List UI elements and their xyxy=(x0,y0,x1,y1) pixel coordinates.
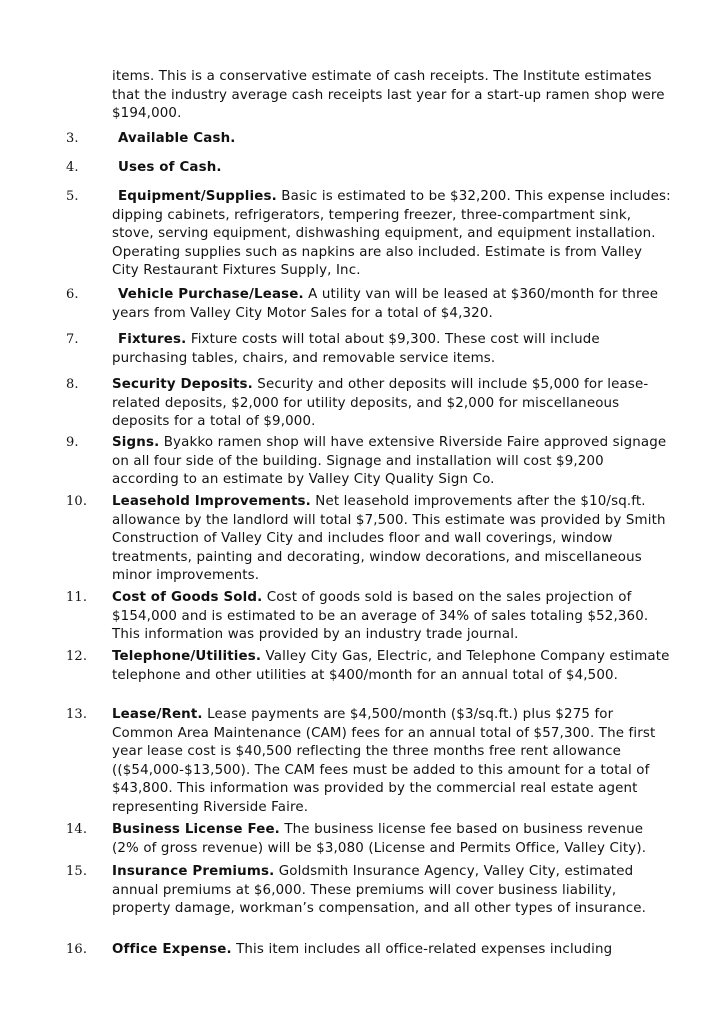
item-heading: Available Cash. xyxy=(118,131,236,146)
item-text: Basic is estimated to be $32,200. This expense includes: dipping cabinets, refrigerators, tempering freezer, three-compartment sink, stove, serving equipment, dishwashing equipment, and equipment installation. Operating supplies such as napkins are also included. Estimate is from Valley City Restaurant Fixtures Supply, Inc. xyxy=(112,189,671,278)
list-item-5 xyxy=(66,188,672,281)
item-text: A utility van will be leased at $360/month for three years from Valley City Motor Sales for a total of $4,320. xyxy=(112,287,659,321)
item-number: 12. xyxy=(66,649,88,664)
item-heading: Business License Fee. xyxy=(112,822,280,837)
item-number: 15. xyxy=(66,864,88,879)
item-heading: Telephone/Utilities. xyxy=(112,649,262,664)
list-item-10 xyxy=(66,493,672,586)
item-heading: Lease/Rent. xyxy=(112,707,203,722)
item-number: 14. xyxy=(66,822,88,837)
item-heading: Vehicle Purchase/Lease. xyxy=(118,287,304,302)
item-heading: Office Expense. xyxy=(112,942,232,957)
item-number: 10. xyxy=(66,494,88,509)
list-item-16 xyxy=(66,941,672,960)
item-number: 9. xyxy=(66,435,79,450)
item-text: The business license fee based on business revenue (2% of gross revenue) will be $3,080 (License and Permits Office, Valley City). xyxy=(112,822,647,856)
list-item-6 xyxy=(66,286,672,323)
item-number: 5. xyxy=(66,189,79,204)
item-text: Lease payments are $4,500/month ($3/sq.ft.) plus $275 for Common Area Maintenance (CAM) fees for an annual total of $57,300. The first year lease cost is $40,500 reflecting the three months free rent allowance (($54,000-$13,500). The CAM fees must be added to this amount for a total of $43,800. This information was provided by the commercial real estate agent representing Riverside Faire. xyxy=(112,707,656,815)
item-number: 3. xyxy=(66,131,79,146)
list-item-15 xyxy=(66,863,672,919)
list-item-12 xyxy=(66,648,672,685)
item-text: Fixture costs will total about $9,300. These cost will include purchasing tables, chairs, and removable service items. xyxy=(112,332,600,366)
item-text: Cost of goods sold is based on the sales projection of $154,000 and is estimated to be an average of 34% of sales totaling $52,360. This information was provided by an industry trade journal. xyxy=(112,590,649,642)
item-heading: Security Deposits. xyxy=(112,377,253,392)
item-heading: Cost of Goods Sold. xyxy=(112,590,263,605)
item-number: 6. xyxy=(66,287,79,302)
item-text: Valley City Gas, Electric, and Telephone Company estimate telephone and other utilities at $400/month for an annual total of $4,500. xyxy=(112,649,670,683)
item-heading: Insurance Premiums. xyxy=(112,864,275,879)
list-item-9 xyxy=(66,434,672,490)
item-number: 13. xyxy=(66,707,88,722)
item-heading: Uses of Cash. xyxy=(118,160,222,175)
item-number: 7. xyxy=(66,332,79,347)
intro-paragraph: items. This is a conservative estimate of cash receipts. The Institute estimates that the industry average cash receipts last year for a start-up ramen shop were $194,000. xyxy=(112,69,665,121)
item-number: 11. xyxy=(66,590,88,605)
item-text: Byakko ramen shop will have extensive Riverside Faire approved signage on all four side of the building. Signage and installation will cost $9,200 according to an estimate by Valley City Quality Sign Co. xyxy=(112,435,667,487)
item-heading: Leasehold Improvements. xyxy=(112,494,311,509)
item-heading: Equipment/Supplies. xyxy=(118,189,277,204)
list-item-3 xyxy=(66,130,672,149)
item-text: Security and other deposits will include $5,000 for lease-related deposits, $2,000 for utility deposits, and $2,000 for miscellaneous deposits for a total of $9,000. xyxy=(112,377,649,429)
list-item-7 xyxy=(66,331,672,368)
item-heading: Signs. xyxy=(112,435,160,450)
item-text: Net leasehold improvements after the $10/sq.ft. allowance by the landlord will total $7,500. This estimate was provided by Smith Construction of Valley City and includes floor and wall coverings, window treatments, painting and decorating, window decorations, and miscellaneous minor improvements. xyxy=(112,494,666,583)
item-number: 8. xyxy=(66,377,79,392)
list-item-4 xyxy=(66,159,672,178)
list-item-14 xyxy=(66,821,672,858)
list-item-11 xyxy=(66,589,672,645)
item-heading: Fixtures. xyxy=(118,332,187,347)
item-number: 16. xyxy=(66,942,88,957)
list-item-13 xyxy=(66,706,672,817)
list-item-8 xyxy=(66,376,672,432)
item-text: Goldsmith Insurance Agency, Valley City, estimated annual premiums at $6,000. These premiums will cover business liability, property damage, workman’s compensation, and all other types of insurance. xyxy=(112,864,647,916)
item-number: 4. xyxy=(66,160,79,175)
item-text: This item includes all office-related expenses including xyxy=(231,942,613,957)
